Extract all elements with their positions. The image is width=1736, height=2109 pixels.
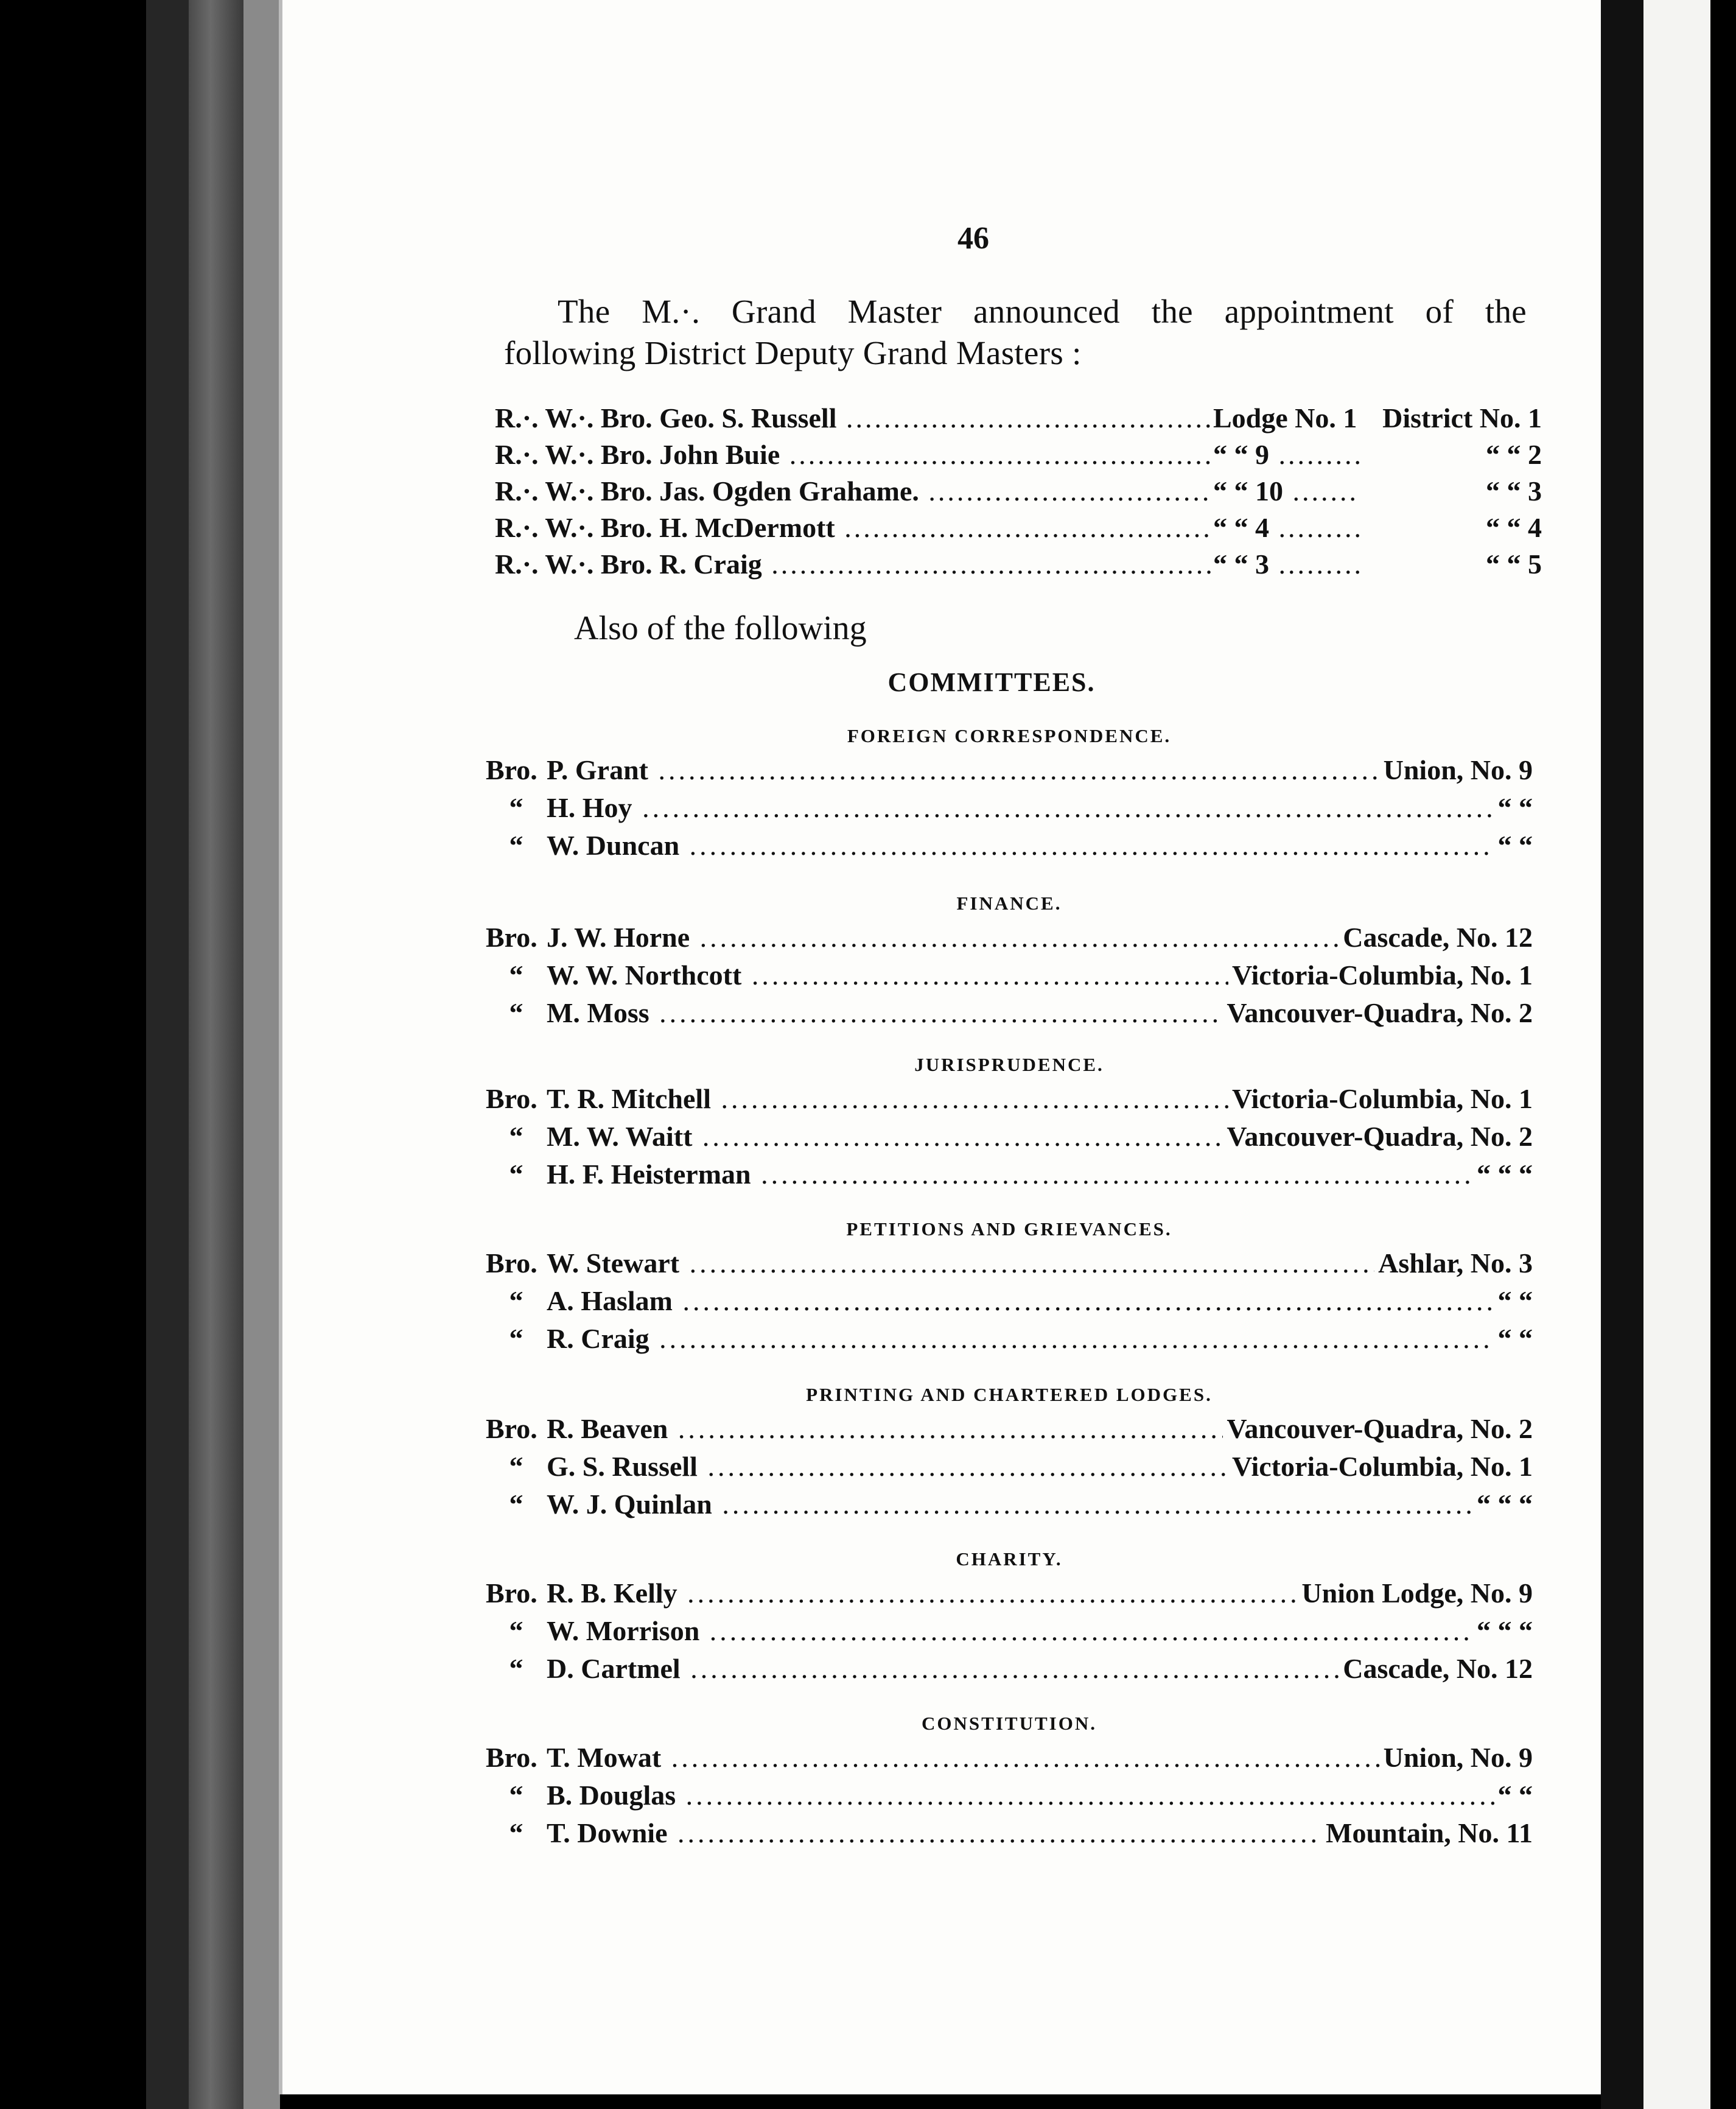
member-lodge: Vancouver-Quadra, No. 2 (1227, 997, 1533, 1028)
member-lodge: Cascade, No. 12 (1343, 922, 1533, 953)
member-prefix: Bro. (486, 754, 537, 785)
district-deputies-list (495, 402, 1542, 584)
deputy-lodge: “ “ 9 ..... (1213, 438, 1359, 471)
member-name: W. Duncan (547, 830, 680, 861)
deputy-row (495, 402, 1542, 438)
member-prefix: “ (509, 1285, 523, 1316)
member-lodge: Mountain, No. 11 (1326, 1817, 1533, 1848)
member-lodge: “ “ “ (1477, 1159, 1533, 1190)
member-prefix: Bro. (486, 1577, 537, 1609)
member-prefix: “ (509, 1323, 523, 1354)
committee-member (486, 1488, 1533, 1526)
member-name: B. Douglas (547, 1780, 676, 1811)
member-lodge: “ “ (1497, 792, 1533, 823)
member-name: G. S. Russell (547, 1451, 698, 1482)
member-lodge: Union Lodge, No. 9 (1301, 1577, 1533, 1609)
member-name: M. W. Waitt (547, 1121, 693, 1152)
member-lodge: Vancouver-Quadra, No. 2 (1227, 1413, 1533, 1444)
deputy-lodge: “ “ 4 ..... (1213, 511, 1359, 544)
member-lodge: “ “ “ (1477, 1615, 1533, 1646)
member-name: H. F. Heisterman (547, 1159, 751, 1190)
committee-member (486, 829, 1533, 867)
member-name: P. Grant (547, 754, 648, 785)
member-lodge: Ashlar, No. 3 (1378, 1248, 1533, 1279)
committee-heading: CHARITY. (956, 1548, 1063, 1570)
member-name: R. B. Kelly (547, 1577, 677, 1609)
member-lodge: “ “ (1497, 1780, 1533, 1811)
committee-member (486, 1322, 1533, 1360)
committee-member (486, 754, 1533, 791)
committee-member (486, 1741, 1533, 1779)
deputy-district: “ “ 5 (1486, 549, 1542, 580)
committee-member (486, 1412, 1533, 1450)
committee-member (486, 1615, 1533, 1652)
page-number: 46 (957, 221, 989, 256)
book-page (279, 0, 1601, 2094)
committee-heading: CONSTITUTION. (922, 1713, 1097, 1734)
member-name: T. Mowat (547, 1742, 662, 1773)
committees-title: COMMITTEES. (887, 667, 1096, 697)
committee-member (486, 1450, 1533, 1488)
committee-foreign-correspondence (486, 718, 1533, 867)
committee-printing-chartered-lodges (486, 1377, 1533, 1526)
member-lodge: Vancouver-Quadra, No. 2 (1227, 1121, 1533, 1152)
member-prefix: Bro. (486, 1413, 537, 1444)
member-name: D. Cartmel (547, 1653, 681, 1684)
committee-member (486, 1779, 1533, 1817)
facing-page-edge (1643, 0, 1710, 2109)
member-prefix: Bro. (486, 1083, 537, 1114)
member-lodge: “ “ (1497, 1285, 1533, 1316)
book-gutter (1601, 0, 1643, 2109)
member-name: R. Craig (547, 1323, 649, 1354)
committee-member (486, 1652, 1533, 1690)
committee-member (486, 1158, 1533, 1196)
member-prefix: “ (509, 1817, 523, 1848)
member-name: A. Haslam (547, 1285, 673, 1316)
committee-member (486, 997, 1533, 1034)
deputy-row (495, 438, 1542, 475)
also-text: Also of the following (574, 609, 867, 647)
committee-heading: FINANCE. (956, 893, 1062, 914)
committee-finance (486, 886, 1533, 1034)
member-prefix: “ (509, 1159, 523, 1190)
deputy-lodge: “ “ 3 ..... (1213, 548, 1359, 580)
member-prefix: “ (509, 1615, 523, 1646)
member-name: T. R. Mitchell (547, 1083, 711, 1114)
member-prefix: “ (509, 1489, 523, 1520)
committee-member (486, 1120, 1533, 1158)
committee-member (486, 1285, 1533, 1322)
member-prefix: “ (509, 1780, 523, 1811)
deputy-district: “ “ 3 (1486, 475, 1542, 507)
committee-member (486, 791, 1533, 829)
deputy-name: R.·. W.·. Bro. R. Craig ..... (495, 548, 1213, 580)
member-lodge: “ “ (1497, 830, 1533, 861)
committee-heading: PETITIONS AND GRIEVANCES. (846, 1218, 1172, 1240)
committee-member (486, 959, 1533, 997)
member-lodge: Union, No. 9 (1383, 754, 1533, 785)
committee-charity (486, 1542, 1533, 1690)
committee-heading: FOREIGN CORRESPONDENCE. (847, 725, 1172, 746)
deputy-row (495, 511, 1542, 548)
member-name: W. J. Quinlan (547, 1489, 712, 1520)
member-name: J. W. Horne (547, 922, 690, 953)
deputy-name: R.·. W.·. Bro. Geo. S. Russell ..... (495, 402, 1213, 434)
member-prefix: “ (509, 1121, 523, 1152)
member-prefix: Bro. (486, 1742, 537, 1773)
member-lodge: “ “ “ (1477, 1489, 1533, 1520)
member-prefix: “ (509, 1451, 523, 1482)
deputy-district: District No. 1 (1382, 402, 1542, 433)
committee-member (486, 1817, 1533, 1855)
member-lodge: Cascade, No. 12 (1343, 1653, 1533, 1684)
member-name: H. Hoy (547, 792, 632, 823)
intro-paragraph (504, 291, 1527, 374)
member-lodge: “ “ (1497, 1323, 1533, 1354)
intro-line-2: following District Deputy Grand Masters : (504, 334, 1082, 371)
member-lodge: Union, No. 9 (1383, 1742, 1533, 1773)
deputy-district: “ “ 2 (1486, 439, 1542, 470)
member-name: R. Beaven (547, 1413, 668, 1444)
member-lodge: Victoria-Columbia, No. 1 (1231, 960, 1533, 991)
member-name: W. Stewart (547, 1248, 680, 1279)
committee-heading: PRINTING AND CHARTERED LODGES. (806, 1384, 1213, 1405)
member-prefix: Bro. (486, 922, 537, 953)
member-lodge: Victoria-Columbia, No. 1 (1231, 1451, 1533, 1482)
member-name: W. Morrison (547, 1615, 700, 1646)
intro-line-1: The M.·. Grand Master announced the appointment of the (558, 293, 1527, 330)
committee-heading: JURISPRUDENCE. (914, 1054, 1104, 1075)
committee-jurisprudence (486, 1047, 1533, 1196)
member-prefix: Bro. (486, 1248, 537, 1279)
book-page-stack (189, 0, 243, 2109)
deputy-lodge: “ “ 10 ..... (1213, 475, 1359, 507)
committee-member (486, 1247, 1533, 1285)
member-name: T. Downie (547, 1817, 668, 1848)
deputy-name: R.·. W.·. Bro. Jas. Ogden Grahame. ..... (495, 475, 1213, 507)
member-prefix: “ (509, 792, 523, 823)
member-lodge: Victoria-Columbia, No. 1 (1231, 1083, 1533, 1114)
deputy-district: “ “ 4 (1486, 512, 1542, 543)
member-prefix: “ (509, 830, 523, 861)
book-edge-dark (146, 0, 189, 2109)
committee-member (486, 1577, 1533, 1615)
deputy-row (495, 475, 1542, 511)
deputy-lodge: Lodge No. 1 ..... (1213, 402, 1359, 434)
committee-constitution (486, 1706, 1533, 1855)
member-prefix: “ (509, 960, 523, 991)
committee-petitions-grievances (486, 1212, 1533, 1360)
member-name: W. W. Northcott (547, 960, 742, 991)
deputy-name: R.·. W.·. Bro. H. McDermott ..... (495, 511, 1213, 544)
committee-member (486, 1083, 1533, 1120)
committee-member (486, 921, 1533, 959)
book-page-edge (243, 0, 280, 2109)
member-prefix: “ (509, 997, 523, 1028)
member-prefix: “ (509, 1653, 523, 1684)
member-name: M. Moss (547, 997, 649, 1028)
deputy-name: R.·. W.·. Bro. John Buie ..... (495, 438, 1213, 471)
deputy-row (495, 548, 1542, 584)
